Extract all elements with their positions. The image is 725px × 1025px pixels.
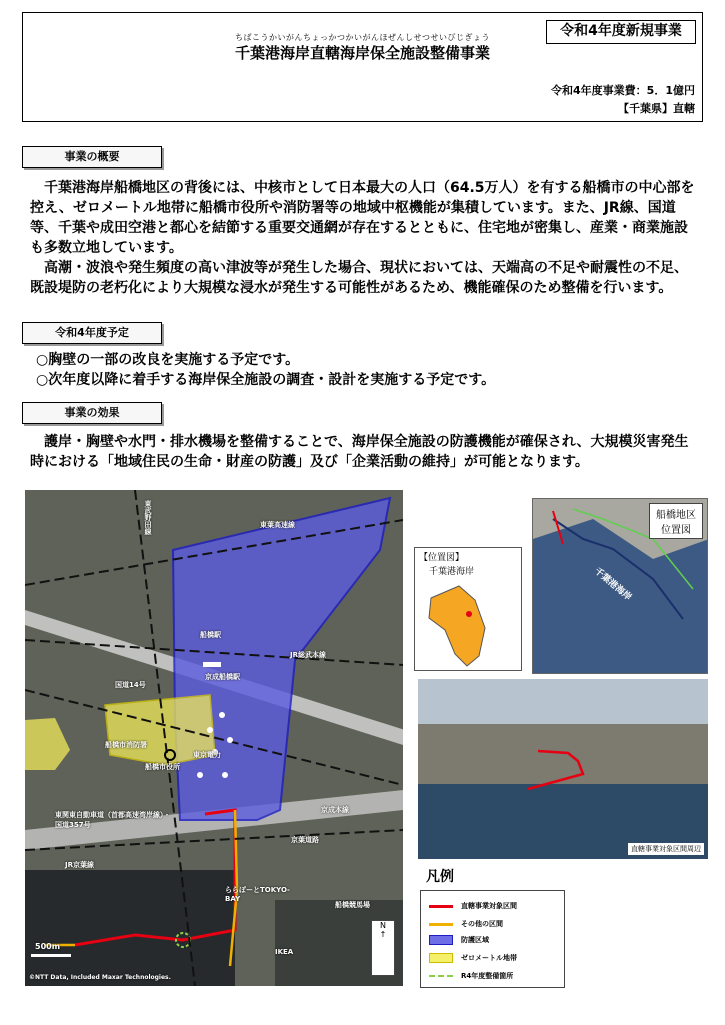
label-jr-keiyo: JR京葉線	[65, 861, 94, 869]
prefecture-location-map	[414, 547, 522, 671]
mini-map-title: 船橋地区	[656, 510, 696, 521]
label-ikea: IKEA	[275, 948, 294, 956]
legend-item-protection: 防護区域	[429, 935, 489, 945]
legend-title: 凡例	[426, 869, 454, 885]
north-arrow-icon: N ↑	[371, 920, 395, 976]
project-owner: 【千葉県】直轄	[618, 102, 695, 115]
label-jr-sobu: JR総武本線	[290, 651, 326, 659]
scale-bar-label: 500m	[35, 942, 61, 951]
legend-item-direct: 直轄事業対象区間	[429, 901, 517, 911]
label-route14: 国道14号	[115, 681, 146, 689]
main-map	[25, 490, 403, 986]
plan-list	[36, 350, 696, 390]
section-label-overview: 事業の概要	[22, 146, 162, 168]
effect-text	[30, 432, 700, 472]
label-keisei-line: 京成本線	[321, 806, 349, 814]
aerial-photo	[418, 679, 708, 859]
loc-title: 【位置図】	[419, 553, 465, 563]
legend-item-zero-meter: ゼロメートル地帯	[429, 953, 517, 963]
label-funabashi-station: 船橋駅	[200, 631, 221, 639]
label-lalaport: ららぽーとTOKYO-BAY	[225, 886, 290, 903]
label-keiyo-road: 京葉道路	[291, 836, 319, 844]
label-fire-station: 船橋市消防署	[105, 741, 147, 749]
label-racecourse: 船橋競馬場	[335, 901, 370, 909]
overview-text	[30, 178, 700, 298]
loc-subtitle: 千葉港海岸	[429, 567, 475, 577]
effect-paragraph: 護岸・胸壁や水門・排水機場を整備することで、海岸保全施設の防護機能が確保され、大規模災害発生時における「地域住民の生命・財産の防護」及び「企業活動の維持」が可能となります。	[30, 434, 689, 470]
mini-map-subtitle: 位置図	[661, 525, 691, 536]
label-toyo-line: 東葉高速線	[260, 521, 295, 529]
page-title: 千葉港海岸直轄海岸保全施設整備事業	[234, 44, 490, 62]
label-shuto: 東関東自動車道（首都高速湾岸線）・国道357号	[55, 811, 171, 829]
legend-item-r4: R4年度整備箇所	[429, 971, 513, 981]
mini-map-coast-label: 千葉港海岸	[592, 566, 633, 603]
new-project-badge: 令和4年度新規事業	[546, 20, 696, 44]
label-city-hall: 船橋市役所	[145, 763, 180, 771]
overview-paragraph-2: 高潮・波浪や発生頻度の高い津波等が発生した場合、現状においては、天端高の不足や耐震性の不足、既設堤防の老朽化により大規模な浸水が発生する可能性があるため、機能確保のため整備を行います。	[30, 260, 688, 296]
label-tobu-line: 東武野田線	[144, 500, 152, 535]
label-tokyo-power: 東京電力	[193, 751, 221, 759]
legend-box	[420, 890, 565, 988]
plan-item: ○次年度以降に着手する海岸保全施設の調査・設計を実施する予定です。	[36, 372, 496, 388]
title-ruby: ちばこうかいがんちょっかつかいがんほぜんしせつせいびじぎょう	[235, 33, 490, 42]
legend-item-other: その他の区間	[429, 919, 503, 929]
location-map-detail	[532, 498, 708, 674]
map-credit: ©NTT Data, Included Maxar Technologies.	[29, 974, 171, 981]
label-keisei-station: 京成船橋駅	[205, 673, 240, 681]
map-graphics	[25, 490, 403, 986]
overview-paragraph-1: 千葉港海岸船橋地区の背後には、中核市として日本最大の人口（64.5万人）を有する船橋市の中心部を控え、ゼロメートル地帯に船橋市役所や消防署等の地域中枢機能が集積しています。また、JR線、国道等、千葉や成田空港と都心を結節する重要交通網が存在するとともに、住宅地が密集し、産業・商業施設も多数立地しています。	[30, 180, 695, 256]
project-cost: 令和4年度事業費：5．1億円	[551, 84, 695, 97]
section-label-plan: 令和4年度予定	[22, 322, 162, 344]
plan-item: ○胸壁の一部の改良を実施する予定です。	[36, 352, 300, 368]
photo-caption: 直轄事業対象区間周辺	[628, 843, 704, 855]
section-label-effect: 事業の効果	[22, 402, 162, 424]
chiba-prefecture-shape-icon	[415, 578, 523, 673]
